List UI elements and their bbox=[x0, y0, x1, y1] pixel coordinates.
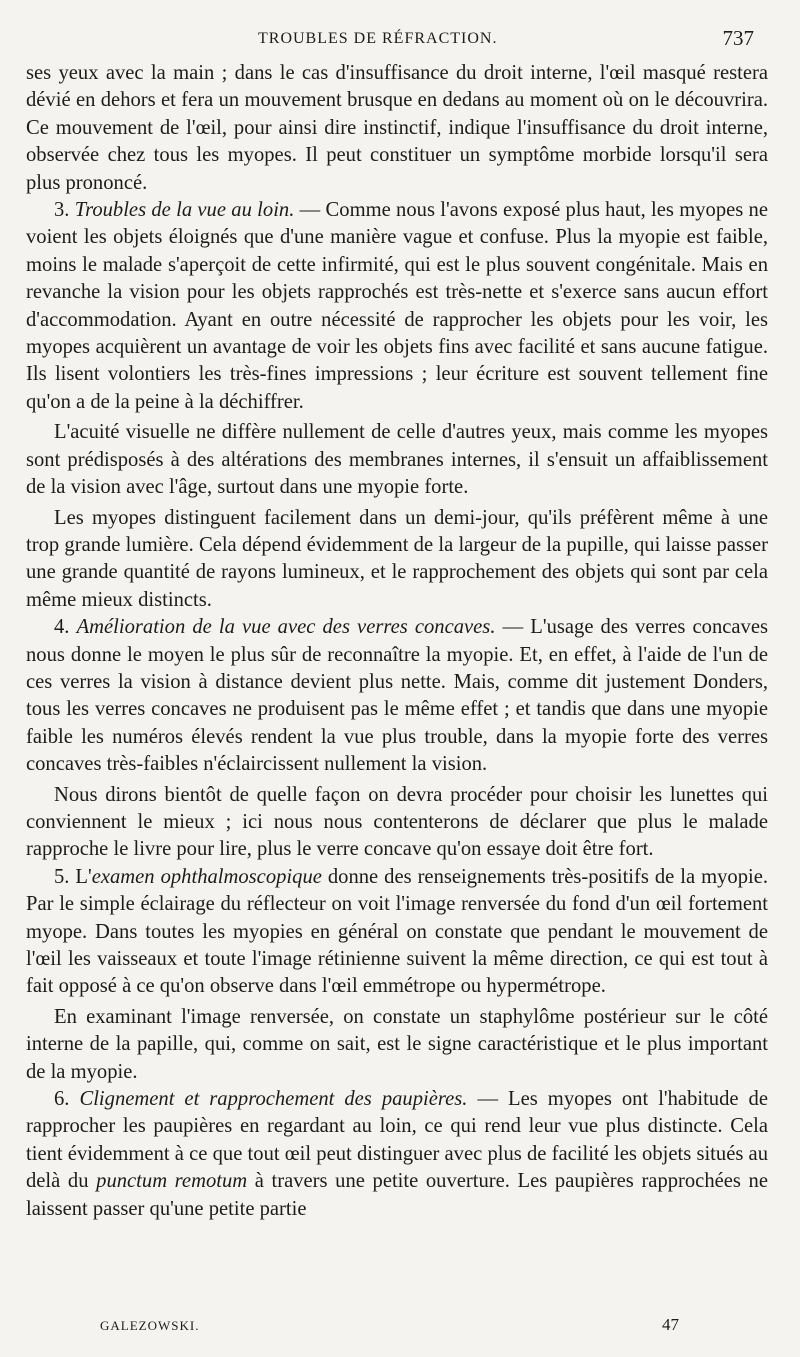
section-number: 6. bbox=[54, 1088, 70, 1111]
paragraph-4 bbox=[26, 505, 768, 615]
paragraph-5 bbox=[26, 614, 768, 778]
section-title: Troubles de la vue au loin. bbox=[74, 199, 295, 222]
paragraph-8 bbox=[26, 1004, 768, 1086]
paragraph-1-text: ses yeux avec la main ; dans le cas d'insuffisance du droit interne, l'œil masqué restera dévié en dehors et fera un mouvement brusque en dedans au moment où on le découvrira. Ce mouvement de l'œil, pour ainsi dire instinctif, indique l'insuffisance du droit interne, observée chez tous les myopes. Il peut constituer un symptôme morbide lorsqu'il sera plus prononcé. bbox=[26, 62, 768, 194]
section-number: 4. bbox=[54, 616, 70, 639]
paragraph-4-text: Les myopes distinguent facilement dans un demi-jour, qu'ils préfèrent même à une trop grande lumière. Cela dépend évidemment de la largeur de la pupille, qui laisse passer une grande quantité de rayons lumineux, et le rapprochement des objets qui sont par cela même mieux distincts. bbox=[26, 506, 768, 611]
paragraph-7 bbox=[26, 864, 768, 1001]
paragraph-2-text: — Comme nous l'avons exposé plus haut, les myopes ne voient les objets éloignés que d'une manière vague et confuse. Plus la myopie est faible, moins le malade s'aperçoit de cette infirmité, qui est le plus souvent congénitale. Mais en revanche la vision pour les objets rapprochés est très-nette et s'exerce sans aucun effort d'accommodation. Ayant en outre nécessité de rapprocher les objets pour les voir, les myopes acquièrent un avantage de voir les objets fins avec facilité et sans aucune fatigue. Ils lisent volontiers les très-fines impressions ; leur écriture est souvent tellement fine qu'on a de la peine à la déchiffrer. bbox=[26, 199, 768, 413]
section-title: Amélioration de la vue avec des verres concaves. bbox=[76, 616, 496, 639]
body-text bbox=[26, 60, 768, 1223]
paragraph-5-text: — L'usage des verres concaves nous donne le moyen le plus sûr de reconnaître la myopie. Et, en effet, à l'aide de l'un de ces verres la vision à distance devient plus nette. Mais, comme dit justement Donders, tous les verres concaves ne produisent pas le même effet ; et tandis que dans une myopie faible les numéros élevés rendent la vue plus trouble, dans la myopie forte des verres concaves très-faibles n'éclaircissent nullement la vision. bbox=[26, 616, 768, 776]
paragraph-3-text: L'acuité visuelle ne diffère nullement de celle d'autres yeux, mais comme les myopes sont prédisposés à des altérations des membranes internes, il s'ensuit un affaiblissement de la vision avec l'âge, surtout dans une myopie forte. bbox=[26, 421, 768, 499]
running-title: TROUBLES DE RÉFRACTION. bbox=[258, 30, 498, 47]
paragraph-6 bbox=[26, 782, 768, 864]
section-title: examen ophthalmoscopique bbox=[91, 865, 322, 888]
running-head bbox=[0, 26, 800, 58]
paragraph-2 bbox=[26, 197, 768, 416]
page-footer bbox=[0, 1315, 800, 1342]
section-number: 3. bbox=[54, 199, 70, 222]
printer-signature: GALEZOWSKI. bbox=[100, 1318, 200, 1333]
section-number: 5. L' bbox=[54, 865, 92, 888]
paragraph-9-text-b: à travers une petite ouverture. Les paupières rapprochées ne laissent passer qu'une petite partie bbox=[26, 1170, 768, 1220]
paragraph-9-text-a: — Les myopes ont l'habitude de rapprocher les paupières en regardant au loin, ce qui rend leur vue plus distincte. Cela tient évidemment à ce que tout œil peut distinguer avec plus de facilité les objets situés au delà du bbox=[26, 1088, 768, 1193]
sheet-number: 47 bbox=[662, 1315, 679, 1334]
paragraph-9 bbox=[26, 1086, 768, 1223]
paragraph-8-text: En examinant l'image renversée, on constate un staphylôme postérieur sur le côté interne de la papille, qui, comme on sait, est le signe caractéristique et le plus important de la myopie. bbox=[26, 1005, 768, 1083]
section-title: Clignement et rapprochement des paupières. bbox=[79, 1088, 468, 1111]
paragraph-6-text: Nous dirons bientôt de quelle façon on devra procéder pour choisir les lunettes qui conviennent le mieux ; ici nous nous contenterons de déclarer que plus le malade rapproche le livre pour lire, plus le verre concave qu'on essaye doit être fort. bbox=[26, 783, 768, 861]
latin-term: punctum remotum bbox=[96, 1170, 248, 1193]
paragraph-1 bbox=[26, 60, 768, 197]
page-number: 737 bbox=[722, 26, 754, 50]
paragraph-3 bbox=[26, 419, 768, 501]
paragraph-7-text: donne des renseignements très-positifs de la myopie. Par le simple éclairage du réflecteur on voit l'image renversée du fond d'un œil fortement myope. Dans toutes les myopies en général on constate que pendant le mouvement de l'œil les vaisseaux et toute l'image rétinienne suivent la même direction, ce qui est tout à fait opposé à ce qu'on observe dans l'œil emmétrope ou hypermétrope. bbox=[26, 865, 769, 998]
